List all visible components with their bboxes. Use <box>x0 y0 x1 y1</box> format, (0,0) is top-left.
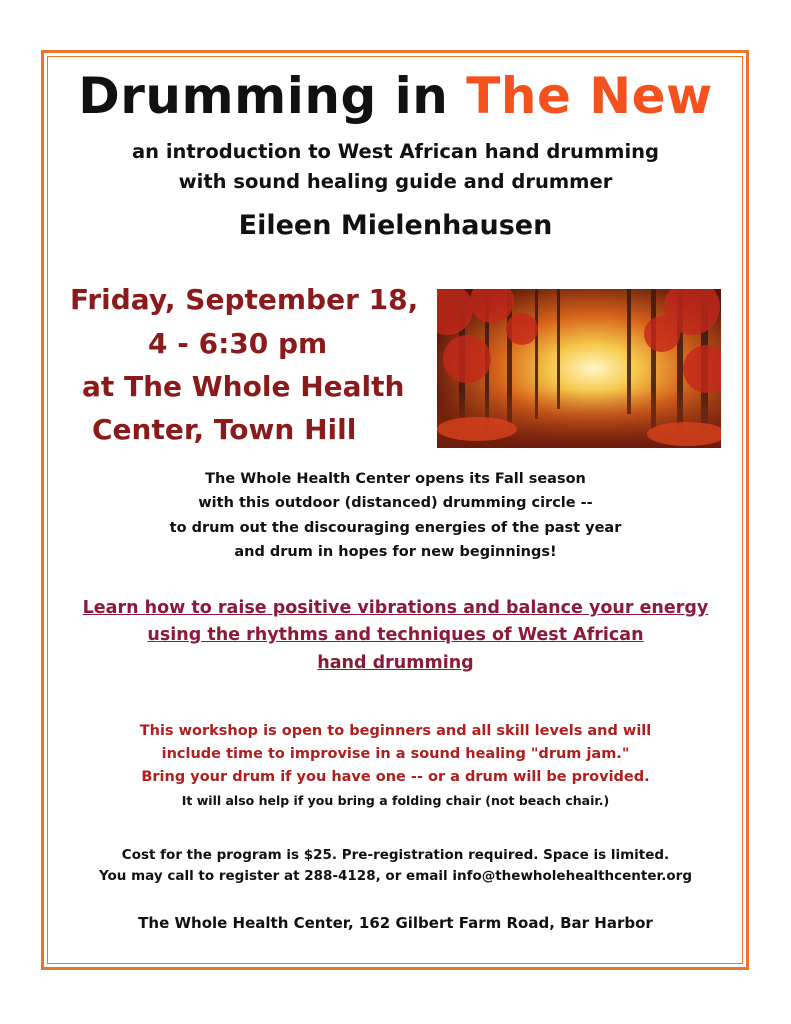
workshop-line-2: include time to improvise in a sound healing "drum jam." <box>161 746 630 762</box>
workshop-line-3: Bring your drum if you have one -- or a drum will be provided. <box>141 769 650 785</box>
workshop-line-1: This workshop is open to beginners and all skill levels and will <box>139 723 652 739</box>
chair-note: It will also help if you bring a folding chair (not beach chair.) <box>181 793 610 808</box>
event-venue-line-1: at The Whole Health <box>82 370 405 403</box>
subtitle-line-2: with sound healing guide and drummer <box>178 170 613 193</box>
description-line-4: and drum in hopes for new beginnings! <box>234 544 557 560</box>
cost-line-2: You may call to register at 288-4128, or email info@thewholehealthcenter.org <box>98 868 692 884</box>
title-main: Drumming in <box>78 67 467 125</box>
highlight-line-1: Learn how to raise positive vibrations and balance your energy <box>82 598 709 618</box>
autumn-forest-photo <box>437 289 721 448</box>
footer-address: The Whole Health Center, 162 Gilbert Farm Road, Bar Harbor <box>138 914 653 932</box>
highlight-line-3: hand drumming <box>317 653 474 673</box>
subtitle-line-1: an introduction to West African hand drumming <box>131 140 660 163</box>
title-accent: The New <box>466 67 713 125</box>
event-date: Friday, September 18, <box>70 283 419 316</box>
highlight-line-2: using the rhythms and techniques of West African <box>147 625 644 645</box>
presenter-name: Eileen Mielenhausen <box>238 210 553 241</box>
cost-line-1: Cost for the program is $25. Pre-registration required. Space is limited. <box>121 847 670 863</box>
event-time: 4 - 6:30 pm <box>148 327 328 360</box>
event-venue-line-2: Center, Town Hill <box>92 413 357 446</box>
description-line-3: to drum out the discouraging energies of the past year <box>169 520 622 536</box>
description-line-1: The Whole Health Center opens its Fall season <box>205 471 586 487</box>
flyer-title <box>0 66 791 126</box>
description-line-2: with this outdoor (distanced) drumming circle -- <box>198 495 593 511</box>
